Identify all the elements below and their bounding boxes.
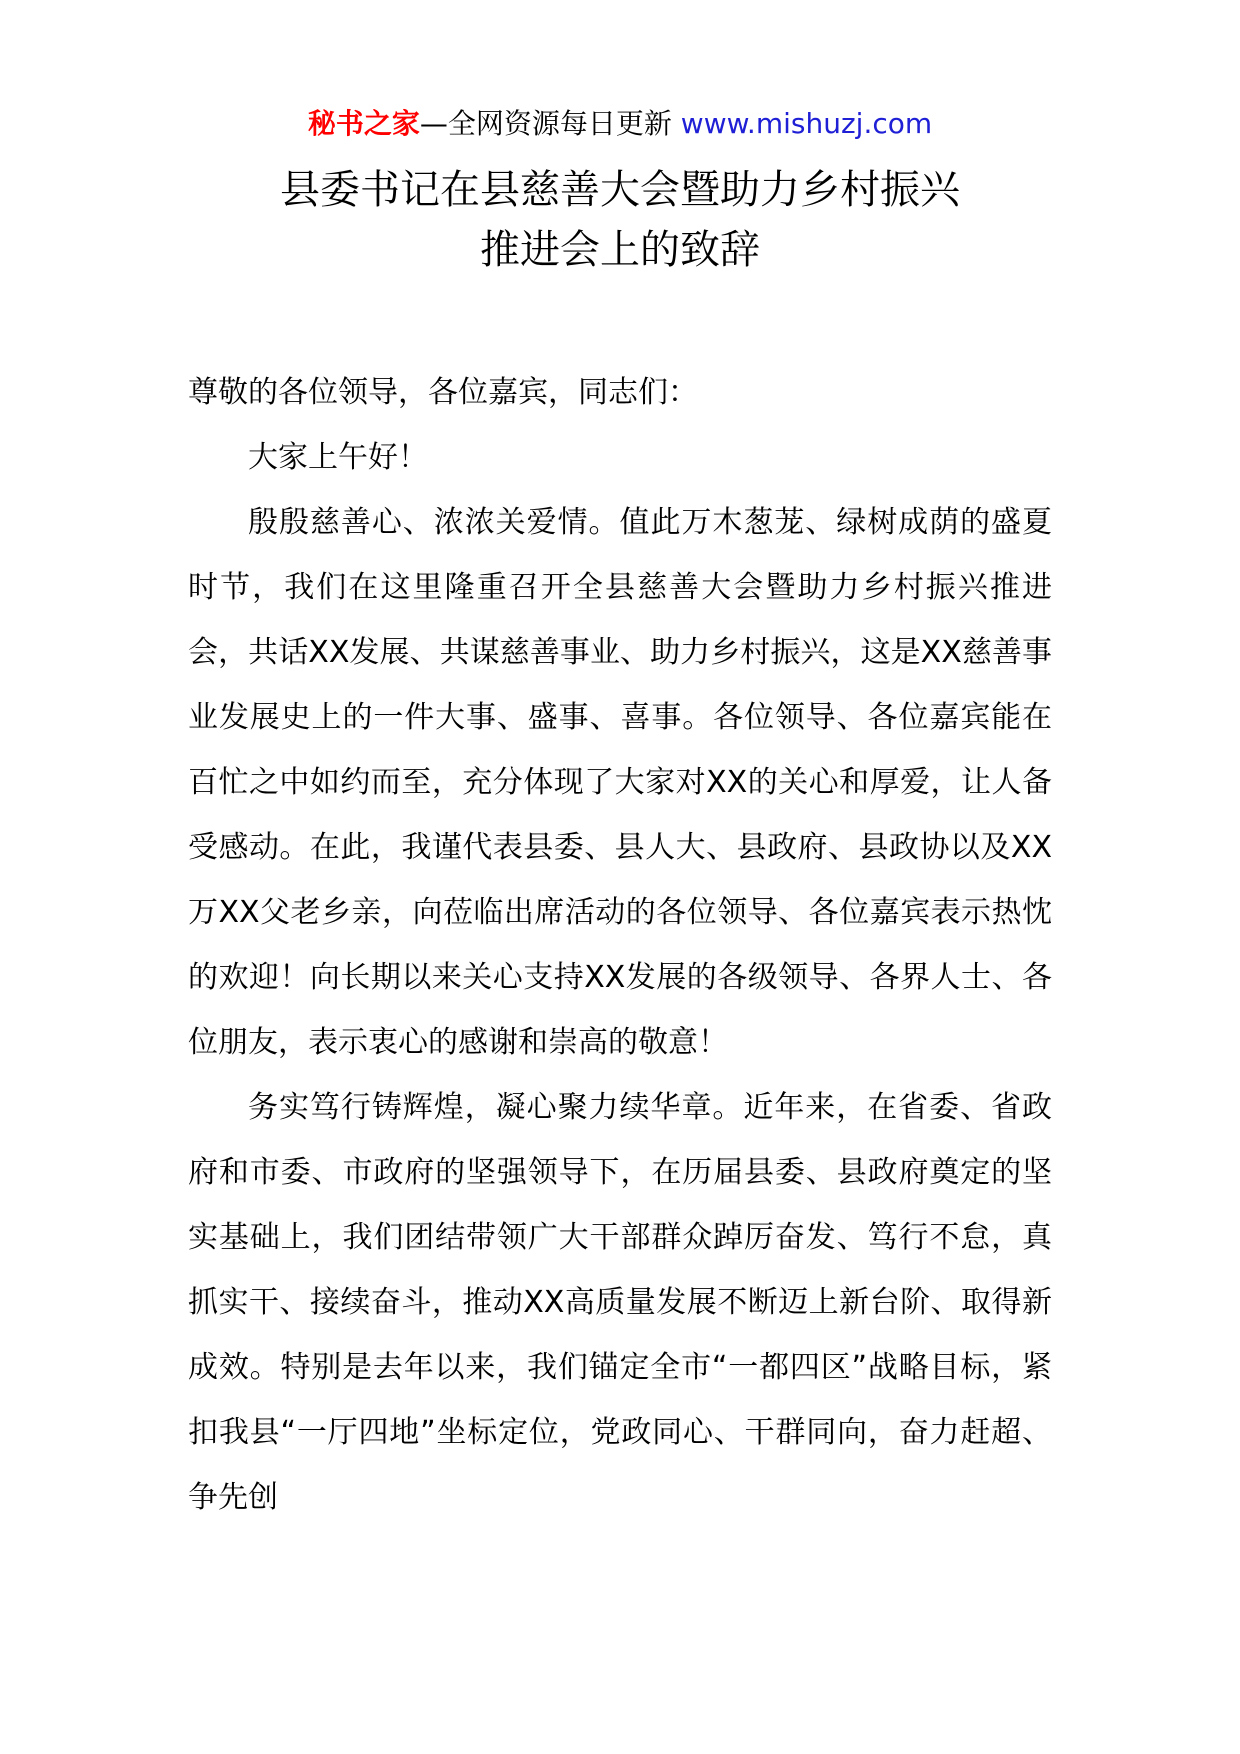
body-paragraph: 殷殷慈善心、浓浓关爱情。值此万木葱茏、绿树成荫的盛夏时节，我们在这里隆重召开全县慈善大会暨助力乡村振兴推进会，共话XX发展、共谋慈善事业、助力乡村振兴，这是XX慈善事业发展史上的一件大事、盛事、喜事。各位领导、各位嘉宾能在百忙之中如约而至，充分体现了大家对XX的关心和厚爱，让人备受感动。在此，我谨代表县委、县人大、县政府、县政协以及XX万XX父老乡亲，向莅临出席活动的各位领导、各位嘉宾表示热忱的欢迎！向长期以来关心支持XX发展的各级领导、各界人士、各位朋友，表示衷心的感谢和崇高的敬意！: [188, 505, 1052, 1060]
document-title: [0, 160, 1240, 280]
site-brand: 秘书之家: [307, 107, 420, 140]
salutation: 尊敬的各位领导，各位嘉宾，同志们：: [188, 375, 698, 410]
site-url-link[interactable]: www.mishuzj.com: [680, 107, 933, 140]
greeting-paragraph: 大家上午好！: [248, 440, 428, 475]
site-header: [0, 104, 1240, 144]
body-paragraph: 务实笃行铸辉煌，凝心聚力续华章。近年来，在省委、省政府和市委、市政府的坚强领导下，在历届县委、县政府奠定的坚实基础上，我们团结带领广大干部群众踔厉奋发、笃行不怠，真抓实干、接续奋斗，推动XX高质量发展不断迈上新台阶、取得新成效。特别是去年以来，我们锚定全市“一都四区”战略目标，紧扣我县“一厅四地”坐标定位，党政同心、干群同向，奋力赶超、争先创: [188, 1090, 1052, 1515]
site-tagline: —全网资源每日更新: [419, 107, 672, 140]
title-line-2: 推进会上的致辞: [480, 227, 760, 273]
title-line-1: 县委书记在县慈善大会暨助力乡村振兴: [280, 167, 960, 213]
document-body: [188, 360, 1052, 1530]
